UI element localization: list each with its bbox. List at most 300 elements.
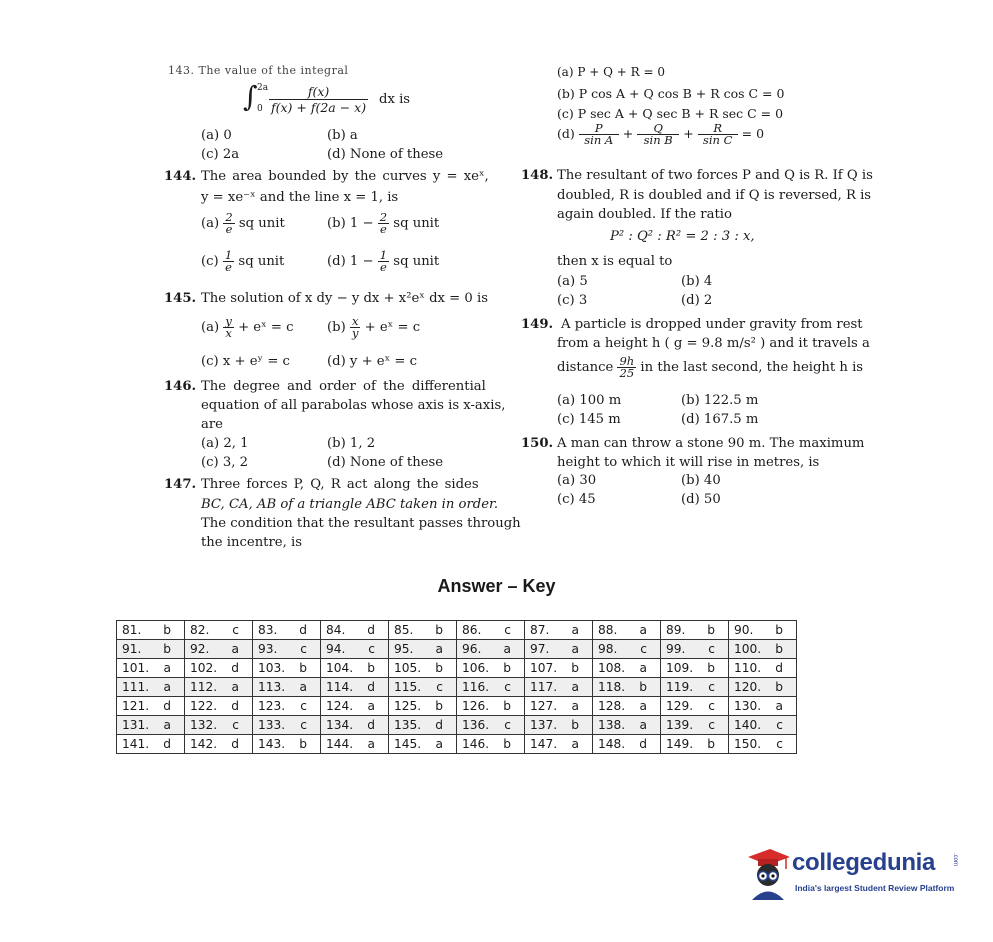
answer-letter: a [571,680,579,694]
answer-key-cell [117,621,185,640]
q144-line-1: The area bounded by the curves y = xeˣ, [201,169,489,184]
q150-line-2: height to which it will rise in metres, is [557,455,820,470]
q149-number: 149. [521,317,554,332]
answer-key-cell [253,640,321,659]
answer-letter: c [640,642,647,656]
question-number: 86. [462,623,482,637]
option-label: (b) [327,320,346,335]
answer-letter: a [571,642,579,656]
answer-key-table [116,620,797,754]
question-number: 91. [122,642,142,656]
q147-line-3: The condition that the resultant passes through [201,516,521,531]
question-number: 139. [666,718,694,732]
answer-letter: b [435,661,443,675]
answer-key-cell [525,735,593,754]
q146-option-a: (a) 2, 1 [201,436,249,451]
question-number: 138. [598,718,626,732]
answer-letter: b [163,623,171,637]
q148-option-d: (d) 2 [681,293,713,308]
fraction-denominator: e [380,260,387,274]
question-number: 116. [462,680,490,694]
answer-key-cell [729,716,797,735]
answer-key-cell [253,621,321,640]
answer-key-cell [593,678,661,697]
answer-letter: c [504,623,511,637]
answer-letter: a [775,699,783,713]
question-number: 101. [122,661,150,675]
answer-letter: c [300,699,307,713]
question-number: 93. [258,642,278,656]
question-number: 92. [190,642,210,656]
q149-option-d: (d) 167.5 m [681,412,759,427]
q149-option-c: (c) 145 m [557,412,621,427]
question-number: 99. [666,642,686,656]
question-number: 121. [122,699,150,713]
answer-letter: b [299,737,307,751]
answer-letter: d [231,737,239,751]
question-number: 81. [122,623,142,637]
answer-key-cell [457,716,525,735]
answer-key-cell [117,640,185,659]
question-number: 145. [394,737,422,751]
q149-option-a: (a) 100 m [557,393,622,408]
answer-letter: a [299,680,307,694]
question-number: 148. [598,737,626,751]
q144-option-d [327,250,439,273]
q144-option-b [327,212,439,235]
integrand-denominator: f(x) + f(2a − x) [271,100,367,115]
answer-letter: a [435,737,443,751]
q150-option-b: (b) 40 [681,473,721,488]
q150-option-d: (d) 50 [681,492,721,507]
answer-key-cell [185,621,253,640]
answer-key-cell [457,621,525,640]
answer-key-cell [389,678,457,697]
fraction-denominator: x [225,326,232,340]
q145-line-1: The solution of x dy − y dx + x²eˣ dx = 0 is [201,291,488,306]
answer-letter: a [639,661,647,675]
fraction-numerator: P [579,123,619,135]
answer-letter: d [231,661,239,675]
answer-key-cell [729,697,797,716]
answer-key-cell [185,640,253,659]
option-label: (a) [201,320,220,335]
answer-key-cell [389,716,457,735]
q145-option-a [201,316,294,339]
question-number: 137. [530,718,558,732]
question-number: 150. [734,737,762,751]
answer-letter: c [708,680,715,694]
fraction-numerator: 2 [225,210,233,224]
answer-letter: c [708,699,715,713]
answer-key-cell [321,678,389,697]
q144-line-2: y = xe⁻ˣ and the line x = 1, is [201,190,399,205]
question-number: 109. [666,661,694,675]
question-number: 131. [122,718,150,732]
question-number: 133. [258,718,286,732]
answer-letter: b [503,699,511,713]
answer-key-cell [321,621,389,640]
answer-letter: a [435,642,443,656]
q144-option-a [201,212,285,235]
option-label: (d) [557,126,575,141]
question-number: 110. [734,661,762,675]
question-number: 84. [326,623,346,637]
q148-ratio: P² : Q² : R² = 2 : 3 : x, [610,229,755,244]
answer-letter: b [775,642,783,656]
question-number: 125. [394,699,422,713]
answer-key-cell [525,621,593,640]
q146-line-3: are [201,417,223,432]
answer-letter: b [571,661,579,675]
q148-line-1: The resultant of two forces P and Q is R. If Q is [557,168,873,183]
q146-line-1: The degree and order of the differential [201,379,486,394]
answer-key-cell [593,735,661,754]
answer-letter: b [775,680,783,694]
question-number: 103. [258,661,286,675]
question-number: 132. [190,718,218,732]
answer-letter: c [232,623,239,637]
answer-key-row [117,735,797,754]
answer-key-cell [321,716,389,735]
answer-key-cell [457,678,525,697]
q149-distance-line [557,356,863,379]
answer-letter: a [367,699,375,713]
question-number: 140. [734,718,762,732]
q147-option-c: (c) P sec A + Q sec B + R sec C = 0 [557,106,784,121]
answer-key-row [117,659,797,678]
q146-line-2: equation of all parabolas whose axis is x-axis, [201,398,506,413]
unit-label: sq unit [393,254,440,269]
answer-key-cell [661,621,729,640]
fraction-denominator: sin C [702,133,733,147]
q148-option-a: (a) 5 [557,274,588,289]
answer-letter: d [299,623,307,637]
q144-number: 144. [164,169,197,184]
question-number: 141. [122,737,150,751]
q145-option-c: (c) x + eʸ = c [201,354,290,369]
q143-option-a: (a) 0 [201,128,232,143]
fraction-numerator: 2 [379,210,388,224]
question-number: 123. [258,699,286,713]
fraction-numerator: y [225,314,232,328]
q147-line-2: BC, CA, AB of a triangle ABC taken in order. [201,497,499,512]
answer-letter: b [639,680,647,694]
answer-letter: a [163,680,171,694]
answer-letter: b [435,623,443,637]
question-number: 82. [190,623,210,637]
answer-key-cell [525,697,593,716]
answer-letter: d [367,680,375,694]
question-number: 147. [530,737,558,751]
q149-line-2: from a height h ( g = 9.8 m/s² ) and it travels a [557,336,870,351]
distance-rest: in the last second, the height h is [640,360,864,375]
answer-letter: b [571,718,579,732]
answer-letter: c [708,642,715,656]
answer-letter: c [436,680,443,694]
q143-header: 143. The value of the integral [168,64,349,77]
answer-letter: a [571,737,579,751]
unit-label: sq unit [238,254,285,269]
answer-letter: a [639,623,647,637]
fraction-denominator: y [351,326,359,340]
answer-letter: a [639,699,647,713]
question-number: 88. [598,623,618,637]
answer-key-cell [253,716,321,735]
question-number: 112. [190,680,218,694]
logo-dotcom: .com [952,853,958,867]
answer-letter: c [708,718,715,732]
answer-key-cell [185,697,253,716]
q149-line-1: A particle is dropped under gravity from rest [561,317,863,332]
answer-letter: b [435,699,443,713]
distance-label: distance [557,360,614,375]
answer-letter: a [231,642,239,656]
answer-letter: b [503,661,511,675]
answer-key-row [117,697,797,716]
question-number: 120. [734,680,762,694]
q148-option-b: (b) 4 [681,274,713,289]
q148-line-3: again doubled. If the ratio [557,207,732,222]
answer-letter: b [163,642,171,656]
answer-letter: d [435,718,443,732]
answer-letter: a [639,718,647,732]
question-number: 144. [326,737,354,751]
question-number: 124. [326,699,354,713]
q147-option-b: (b) P cos A + Q cos B + R cos C = 0 [557,86,785,101]
question-number: 105. [394,661,422,675]
q150-number: 150. [521,436,554,451]
fraction-denominator: sin A [584,133,614,147]
q148-number: 148. [521,168,554,183]
answer-letter: c [368,642,375,656]
question-number: 98. [598,642,618,656]
answer-key-cell [253,678,321,697]
answer-letter: c [300,718,307,732]
answer-key-row [117,621,797,640]
question-number: 113. [258,680,286,694]
question-number: 85. [394,623,414,637]
answer-key-cell [525,716,593,735]
integral-lower-limit: 0 [257,104,263,114]
answer-letter: b [367,661,375,675]
student-mascot-icon [740,845,792,901]
answer-letter: c [300,642,307,656]
answer-key-cell [729,735,797,754]
q143-option-c: (c) 2a [201,147,240,162]
answer-key-cell [117,716,185,735]
q147-option-d [557,123,764,146]
answer-key-cell [661,640,729,659]
option-label: (d) 1 − [327,254,374,269]
answer-key-cell [185,678,253,697]
question-number: 135. [394,718,422,732]
answer-letter: b [707,737,715,751]
question-number: 97. [530,642,550,656]
option-label: (a) [201,216,220,231]
answer-letter: b [299,661,307,675]
answer-key-cell [525,659,593,678]
answer-letter: a [231,680,239,694]
fraction-numerator: R [698,123,738,135]
question-number: 100. [734,642,762,656]
answer-key-cell [253,735,321,754]
answer-letter: a [571,623,579,637]
q147-line-1: Three forces P, Q, R act along the sides [201,477,479,492]
answer-letter: d [231,699,239,713]
question-number: 118. [598,680,626,694]
answer-key-cell [661,735,729,754]
answer-letter: c [232,718,239,732]
fraction-denominator: e [380,222,387,236]
q148-option-c: (c) 3 [557,293,588,308]
answer-key-cell [321,735,389,754]
option-rest: + eˣ = c [364,320,421,335]
answer-key-cell [593,659,661,678]
answer-key-cell [525,640,593,659]
answer-key-cell [457,640,525,659]
plus-sign: + [683,126,694,141]
answer-letter: d [367,718,375,732]
collegedunia-logo [740,845,970,905]
answer-key-cell [117,659,185,678]
equation-tail: = 0 [741,126,765,141]
question-number: 90. [734,623,754,637]
plus-sign: + [622,126,634,141]
unit-label: sq unit [393,216,440,231]
question-number: 129. [666,699,694,713]
answer-key-cell [593,697,661,716]
answer-key-cell [253,697,321,716]
q147-line-4: the incentre, is [201,535,302,550]
q145-option-b [327,316,420,339]
unit-label: sq unit [238,216,285,231]
answer-letter: b [707,661,715,675]
question-number: 96. [462,642,482,656]
question-number: 149. [666,737,694,751]
answer-key-cell [661,716,729,735]
answer-key-cell [457,735,525,754]
integral-upper-limit: 2a [257,83,269,93]
answer-letter: a [503,642,511,656]
question-number: 119. [666,680,694,694]
q145-option-d: (d) y + eˣ = c [327,354,418,369]
answer-key-cell [321,659,389,678]
answer-key-cell [185,716,253,735]
q150-line-1: A man can throw a stone 90 m. The maximum [557,436,865,451]
answer-key-cell [661,659,729,678]
option-rest: + eˣ = c [238,320,294,335]
q148-then: then x is equal to [557,254,673,269]
answer-key-row [117,716,797,735]
fraction-numerator: x [351,314,359,328]
answer-key-cell [661,697,729,716]
answer-letter: d [639,737,647,751]
answer-key-cell [389,735,457,754]
answer-key-row [117,678,797,697]
answer-key-cell [729,678,797,697]
q149-option-b: (b) 122.5 m [681,393,759,408]
answer-key-cell [253,659,321,678]
answer-key-cell [389,659,457,678]
option-label: (c) [201,254,219,269]
answer-letter: c [776,718,783,732]
answer-key-cell [457,659,525,678]
answer-key-cell [389,621,457,640]
answer-key-cell [389,640,457,659]
question-number: 87. [530,623,550,637]
answer-key-cell [525,678,593,697]
answer-key-cell [321,697,389,716]
answer-letter: c [776,737,783,751]
question-number: 130. [734,699,762,713]
logo-wordmark: collegedunia [792,849,936,876]
answer-letter: d [367,623,375,637]
answer-letter: a [571,699,579,713]
q147-option-a: (a) P + Q + R = 0 [557,65,665,79]
answer-letter: a [163,661,171,675]
answer-key-cell [185,735,253,754]
question-number: 89. [666,623,686,637]
question-number: 126. [462,699,490,713]
answer-letter: c [504,718,511,732]
answer-letter: a [163,718,171,732]
q147-number: 147. [164,477,197,492]
fraction-numerator: 1 [379,248,388,262]
integral-sign: ∫ [243,80,258,113]
answer-key-cell [321,640,389,659]
q146-option-c: (c) 3, 2 [201,455,249,470]
answer-key-cell [117,678,185,697]
question-number: 83. [258,623,278,637]
answer-letter: b [707,623,715,637]
integrand-numerator: f(x) [269,84,368,100]
q146-option-d: (d) None of these [327,455,444,470]
answer-letter: d [775,661,783,675]
answer-key-cell [117,697,185,716]
logo-tagline: India's largest Student Review Platform [795,883,955,893]
answer-key-cell [593,621,661,640]
answer-key-title: Answer – Key [437,576,556,596]
answer-letter: b [503,737,511,751]
fraction-numerator: 1 [224,248,233,262]
answer-key-cell [457,697,525,716]
question-number: 115. [394,680,422,694]
q143-option-d: (d) None of these [327,147,444,162]
question-number: 102. [190,661,218,675]
answer-key-cell [593,716,661,735]
answer-key-cell [729,659,797,678]
answer-key-row [117,640,797,659]
fraction-denominator: sin B [643,133,673,147]
fraction-denominator: e [225,222,233,236]
question-number: 136. [462,718,490,732]
question-number: 142. [190,737,218,751]
question-number: 108. [598,661,626,675]
question-number: 104. [326,661,354,675]
integral-tail: dx is [379,92,411,107]
fraction-denominator: e [225,260,232,274]
question-number: 128. [598,699,626,713]
q145-number: 145. [164,291,197,306]
answer-letter: d [163,737,171,751]
q146-option-b: (b) 1, 2 [327,436,376,451]
question-number: 134. [326,718,354,732]
question-number: 127. [530,699,558,713]
answer-key-cell [389,697,457,716]
q143-option-b: (b) a [327,128,358,143]
answer-key-cell [729,621,797,640]
